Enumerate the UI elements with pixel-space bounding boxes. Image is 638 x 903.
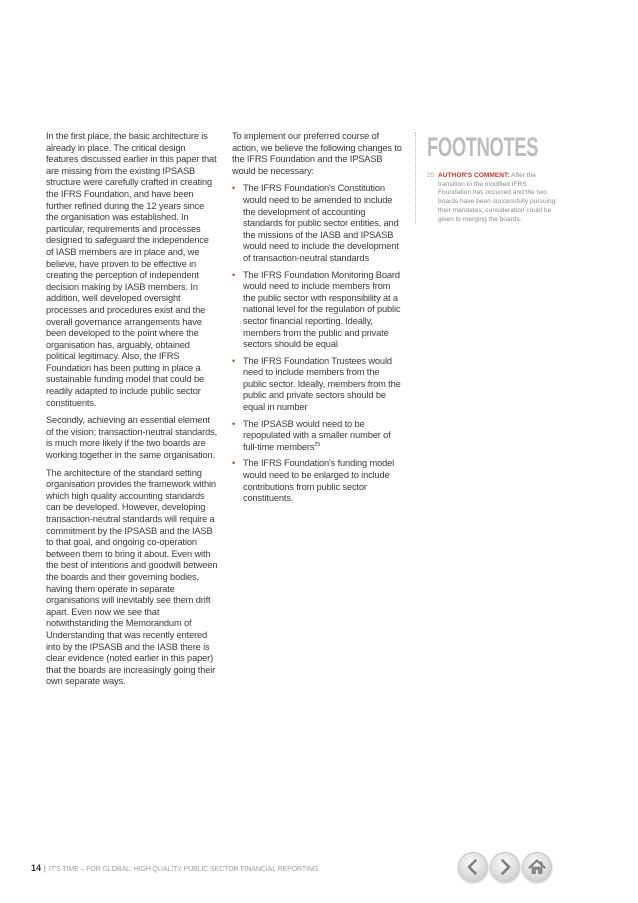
list-item: [232, 419, 404, 454]
list-item-text: The IPSASB would need to be repopulated with a smaller number of full-time members: [243, 418, 391, 452]
middle-text-column: [232, 131, 404, 510]
footnotes-title: FOOTNOTES: [427, 132, 539, 162]
list-item: [232, 458, 404, 504]
page-footer: [31, 863, 318, 875]
footnote-reference[interactable]: 25: [314, 441, 321, 448]
list-item: [232, 356, 404, 414]
body-paragraph: In the first place, the basic architecture is already in place. The critical design features discussed earlier in this paper that are missing from the existing IPSASB structure were carefully crafted in creating the IFRS Foundation, and have been further refined during the 12 years since the organisation was established. In particular, requirements and processes designed to safeguard the independence of IASB members are in place and, we believe, have proven to be effective in creating the perception of independent decision making by IASB members. In addition, well developed oversight processes and procedures exist and the overall governance arrangements have been developed to the point where the organisation has, arguably, obtained political legitimacy. Also, the IFRS Foundation has been putting in place a sustainable funding model that could be readily adapted to include public sector constituents.: [46, 131, 217, 408]
house-icon: [523, 853, 551, 881]
publication-title: IT'S TIME – FOR GLOBAL, HIGH QUALITY PUBLIC SECTOR FINANCIAL REPORTING: [48, 866, 319, 873]
footnotes-divider: [415, 132, 416, 224]
previous-page-button[interactable]: [458, 852, 488, 882]
next-page-button[interactable]: [490, 852, 520, 882]
page-number: 14: [31, 863, 42, 873]
list-item-text: The IFRS Foundation's funding model would need to be enlarged to include contributions from public sector constituents.: [243, 458, 395, 504]
chevron-right-icon: [491, 853, 519, 881]
list-item: [232, 270, 404, 351]
footer-separator: |: [44, 866, 46, 873]
bullet-icon: •: [232, 458, 236, 469]
list-item-text: The IFRS Foundation Monitoring Board would need to include members from the public sector with responsibility at a national level for the regulation of public sector financial reporting. Ideally, members from the public and private sectors should be equal: [243, 269, 401, 350]
footnote-entry: [427, 172, 557, 224]
bullet-icon: •: [232, 183, 236, 194]
footnote-text: After the transition to the modified IFRS Foundation has occurred and the two boards have been successfully pursuing their mandates, consideration could be given to merging the boards.: [438, 172, 556, 223]
body-paragraph: The architecture of the standard setting organisation provides the framework within which high quality accounting standards can be developed. However, developing transaction-neutral standards will require a commitment by the IPSASB and the IASB to that goal, and ongoing co-operation between them to bring it about. Even with the best of intentions and goodwill between the boards and their governing bodies, having them operate in separate organisations will inevitably see them drift apart. Even now we see that notwithstanding the Memorandum of Understanding that was recently entered into by the IPSASB and the IASB there is clear evidence (noted earlier in this paper) that the boards are increasingly going their own separate ways.: [46, 467, 218, 687]
intro-paragraph: To implement our preferred course of action, we believe the following changes to the IFRS Foundation and the IPSASB would be necessary:: [232, 131, 402, 176]
list-item-text: The IFRS Foundation Trustees would need to include members from the public sector. Ideally, members from the public and private sectors should be equal in number: [243, 355, 401, 413]
change-list: [232, 183, 404, 504]
list-item-text: The IFRS Foundation's Constitution would need to be amended to include the development of accounting standards for public sector entities, and the missions of the IASB and IPSASB would need to include the development of transaction-neutral standards: [243, 183, 399, 263]
body-paragraph: Secondly, achieving an essential element of the vision; transaction-neutral standards, is much more likely if the two boards are working together in the same organisation.: [46, 415, 218, 461]
footnote-number: 25: [427, 172, 435, 179]
bullet-icon: •: [232, 355, 236, 366]
list-item: [232, 183, 404, 264]
bullet-icon: •: [232, 418, 236, 429]
footnote-heading: AUTHOR'S COMMENT:: [438, 172, 510, 179]
footnote-body: [438, 172, 557, 224]
bullet-icon: •: [232, 269, 236, 280]
home-button[interactable]: [522, 852, 552, 882]
chevron-left-icon: [459, 853, 487, 881]
left-text-column: [46, 131, 218, 694]
